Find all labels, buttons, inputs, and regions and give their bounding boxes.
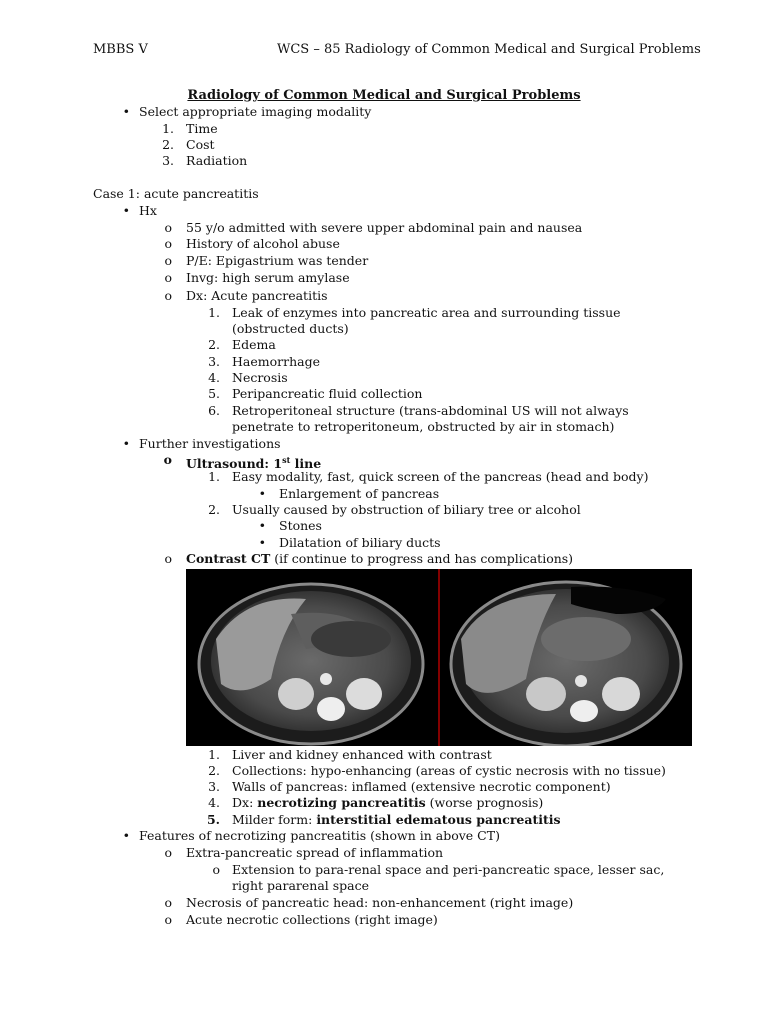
us-subitem: Stones (279, 518, 322, 533)
ct-item: Dx: necrotizing pancreatitis (worse prognosis) (232, 795, 544, 810)
num-marker: 3. (208, 779, 220, 794)
bullet-marker: • (122, 203, 130, 218)
intro-item: Cost (186, 137, 215, 152)
ct-item: Milder form: interstitial edematous pancreatitis (232, 812, 561, 827)
circle-marker: o (164, 845, 172, 860)
circle-marker: o (164, 288, 172, 303)
hx-label: Hx (139, 203, 157, 218)
ct-left-slice (199, 584, 423, 744)
num-marker: 2. (208, 502, 220, 517)
num-marker: 4. (208, 795, 220, 810)
num-marker: 2. (162, 137, 174, 152)
bullet-marker: • (258, 535, 266, 550)
feature-item: Acute necrotic collections (right image) (186, 912, 438, 927)
circle-marker: o (164, 270, 172, 285)
intro-bullet: Select appropriate imaging modality (139, 104, 372, 119)
num-marker: 2. (208, 763, 220, 778)
circle-marker: o (164, 220, 172, 235)
num-marker: 2. (208, 337, 220, 352)
num-marker: 5. (208, 386, 220, 401)
circle-marker: o (164, 236, 172, 251)
page-title: Radiology of Common Medical and Surgical Problems (187, 88, 581, 103)
hx-item: 55 y/o admitted with severe upper abdominal pain and nausea (186, 220, 583, 235)
ultrasound-heading: Ultrasound: 1st line (186, 455, 322, 472)
bullet-marker: • (258, 486, 266, 501)
num-marker: 1. (208, 469, 220, 484)
bullet-marker: • (122, 828, 130, 843)
feature-item: Extra-pancreatic spread of inflammation (186, 845, 444, 860)
further-label: Further investigations (139, 436, 281, 451)
us-item: Easy modality, fast, quick screen of the pancreas (head and body) (232, 469, 649, 484)
ct-item: Collections: hypo-enhancing (areas of cystic necrosis with no tissue) (232, 763, 666, 778)
dx-item: Haemorrhage (232, 354, 320, 369)
dx-item: Peripancreatic fluid collection (232, 386, 423, 401)
dx-item: Necrosis (232, 370, 288, 385)
feature-subitem: right pararenal space (232, 878, 370, 893)
intro-item: Time (186, 121, 218, 136)
num-marker: 3. (162, 153, 174, 168)
num-marker: 4. (208, 370, 220, 385)
us-subitem: Dilatation of biliary ducts (279, 535, 441, 550)
dx-item: Edema (232, 337, 276, 352)
ct-heading: Contrast CT (if continue to progress and has complications) (186, 551, 574, 566)
num-marker: 1. (208, 305, 220, 320)
circle-marker: o (164, 895, 172, 910)
header-right: WCS – 85 Radiology of Common Medical and Surgical Problems (277, 42, 701, 57)
bullet-marker: • (122, 104, 130, 119)
circle-marker: o (212, 862, 220, 877)
dx-item: (obstructed ducts) (232, 321, 349, 336)
bullet-marker: • (122, 436, 130, 451)
circle-marker: o (164, 551, 172, 566)
ct-scan-image (186, 569, 692, 746)
num-marker: 5. (206, 812, 220, 827)
case-heading: Case 1: acute pancreatitis (93, 186, 259, 201)
hx-item: History of alcohol abuse (186, 236, 340, 251)
num-marker: 3. (208, 354, 220, 369)
dx-item: Retroperitoneal structure (trans-abdominal US will not always (232, 403, 629, 418)
num-marker: 1. (162, 121, 174, 136)
header-left: MBBS V (93, 42, 148, 57)
ct-item: Liver and kidney enhanced with contrast (232, 747, 492, 762)
ct-right-slice (451, 582, 681, 746)
circle-marker: o (163, 452, 172, 467)
num-marker: 1. (208, 747, 220, 762)
intro-item: Radiation (186, 153, 248, 168)
bullet-marker: • (258, 518, 266, 533)
dx-item: Leak of enzymes into pancreatic area and surrounding tissue (232, 305, 621, 320)
circle-marker: o (164, 912, 172, 927)
feature-item: Necrosis of pancreatic head: non-enhancement (right image) (186, 895, 574, 910)
features-label: Features of necrotizing pancreatitis (shown in above CT) (139, 828, 500, 843)
us-item: Usually caused by obstruction of biliary tree or alcohol (232, 502, 581, 517)
hx-item: Invg: high serum amylase (186, 270, 350, 285)
circle-marker: o (164, 253, 172, 268)
hx-item: Dx: Acute pancreatitis (186, 288, 328, 303)
ct-item: Walls of pancreas: inflamed (extensive necrotic component) (232, 779, 611, 794)
num-marker: 6. (208, 403, 220, 418)
dx-item: penetrate to retroperitoneum, obstructed by air in stomach) (232, 419, 615, 434)
hx-item: P/E: Epigastrium was tender (186, 253, 369, 268)
us-subitem: Enlargement of pancreas (279, 486, 440, 501)
feature-subitem: Extension to para-renal space and peri-pancreatic space, lesser sac, (232, 862, 665, 877)
